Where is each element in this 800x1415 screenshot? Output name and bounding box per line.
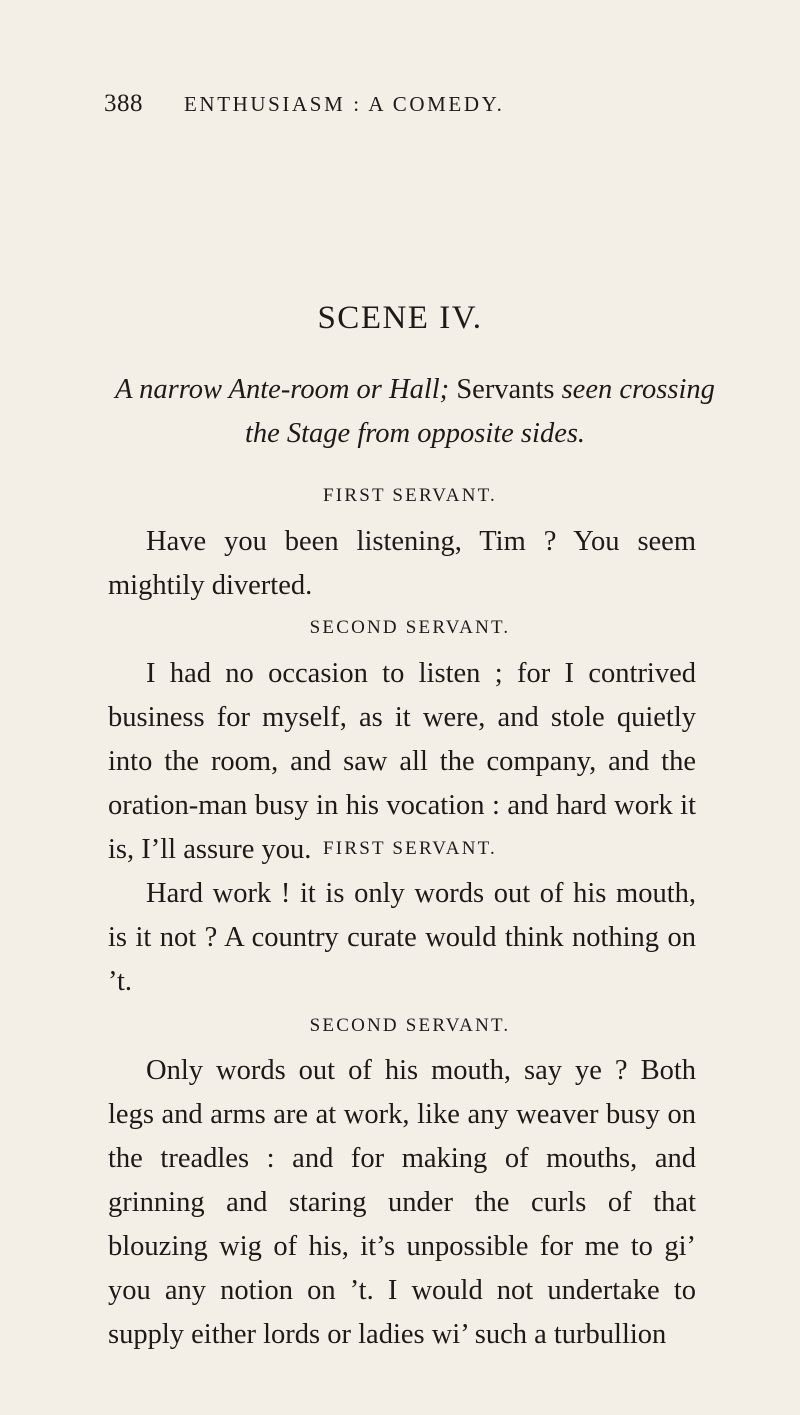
speech-paragraph: Have you been listening, Tim ? You seem mightily diverted. — [108, 526, 696, 601]
stage-direction — [110, 368, 720, 456]
speech-paragraph: Hard work ! it is only words out of his mouth, is it not ? A country curate would think nothing on ’t. — [108, 878, 696, 997]
stage-direction-roman: Servants — [449, 374, 562, 405]
page-number: 388 — [104, 90, 143, 117]
speaker-label: SECOND SERVANT. — [309, 617, 511, 638]
speech-paragraph: I had no occasion to listen ; for I contrived business for myself, as it were, and stole quietly into the room, and saw all the company, and the oration-man busy in his vocation : and hard work it is, I’ll assure you. — [108, 658, 696, 865]
page-header — [104, 90, 704, 130]
speaker-label: FIRST SERVANT. — [323, 838, 497, 859]
speaker-label: FIRST SERVANT. — [323, 485, 497, 506]
running-title: ENTHUSIASM : A COMEDY. — [184, 92, 505, 116]
stage-direction-action: seen crossing the Stage from opposite sides. — [244, 374, 715, 449]
speech-paragraph: Only words out of his mouth, say ye ? Both legs and arms are at work, like any weaver busy on the treadles : and for making of mouths, and grinning and staring under the curls of that blouzing wig of his, it’s unpossible for me to gi’ you any notion on ’t. I would not undertake to supply either lords or ladies wi’ such a turbullion — [108, 1055, 696, 1350]
stage-direction-setting: A narrow Ante-room or Hall; — [115, 374, 450, 405]
speaker-label: SECOND SERVANT. — [309, 1015, 511, 1036]
scene-title: SCENE IV. — [317, 300, 483, 336]
